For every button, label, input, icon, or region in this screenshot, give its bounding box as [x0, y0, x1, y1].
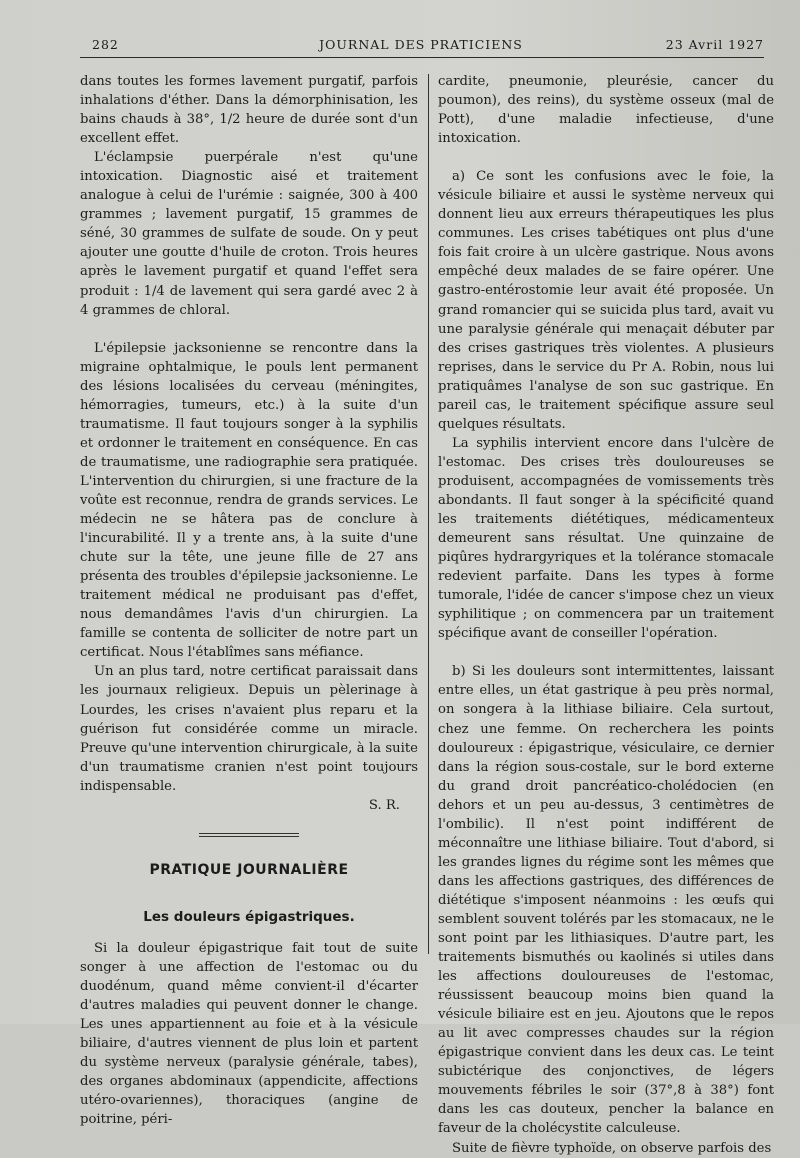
article-title: Les douleurs épigastriques. [143, 908, 355, 925]
running-header [78, 37, 764, 57]
signature: S. R. [368, 797, 400, 813]
header-rule [80, 57, 764, 58]
paragraph: L'éclampsie puerpérale n'est qu'une intoxication. Diagnostic aisé et traitement analogue à celui de l'urémie : saignée, 300 à 400 grammes ; lavement purgatif, 15 grammes de séné, 30 grammes de sulfate de soude. On y peut ajouter une goutte d'huile de croton. Trois heures après le lavement purgatif et quand l'effet sera produit : 1/4 de lavement qui sera gardé avec 2 à 4 grammes de chloral. [80, 150, 418, 318]
left-column [80, 72, 418, 1129]
paragraph: Si la douleur épigastrique fait tout de suite songer à une affection de l'estomac ou du duodénum, quand même convient-il d'écarter d'autres maladies qui peuvent donner le change. Les unes appartiennent au foie et à la vésicule biliaire, d'autres viennent de plus loin et partent du système nerveux (paralysie générale, tabes), des organes abdominaux (appendicite, affections utéro-ovariennes), thoraciques (angine de poitrine, péri- [80, 940, 418, 1128]
paragraph: Suite de fièvre typhoïde, on observe parfois des [452, 1140, 772, 1156]
section-separator [199, 833, 299, 837]
paragraph: cardite, pneumonie, pleurésie, cancer du poumon), des reins), du système osseux (mal de Pott), d'une maladie infectieuse, d'une intoxication. [438, 74, 774, 147]
section-title: PRATIQUE JOURNALIÈRE [149, 861, 349, 878]
page-number: 282 [92, 37, 119, 52]
right-column [438, 72, 774, 1158]
column-divider [428, 74, 429, 954]
paragraph: La syphilis intervient encore dans l'ulcère de l'estomac. Des crises très douloureuses se produisent, accompagnées de vomissements très abondants. Il faut songer à la spécificité quand les traitements diététiques, médicamenteux demeurent sans résultat. Une quinzaine de piqûres hydrargyriques et la tolérance stomacale redevient parfaite. Dans les types à forme tumorale, l'idée de cancer s'impose chez un vieux syphilitique ; on commencera par un traitement spécifique avant de conseiller l'opération. [438, 435, 774, 642]
paragraph: Un an plus tard, notre certificat paraissait dans les journaux religieux. Depuis un pèlerinage à Lourdes, les crises n'avaient plus reparu et la guérison fut considérée comme un miracle. Preuve qu'une intervention chirurgicale, à la suite d'un traumatisme cranien n'est point toujours indispensable. [80, 664, 418, 794]
paragraph: a) Ce sont les confusions avec le foie, la vésicule biliaire et aussi le système nerveux qui donnent lieu aux erreurs thérapeutiques les plus communes. Les crises tabétiques ont plus d'une fois fait croire à un ulcère gastrique. Nous avons empêché deux malades de se faire opérer. Une gastro-entérostomie leur avait été proposée. Un grand romancier qui se suicida plus tard, avait vu une paralysie générale qui menaçait débuter par des crises gastriques très violentes. A plusieurs reprises, dans le service du Pr A. Robin, nous lui pratiquâmes l'analyse de son suc gastrique. En pareil cas, le traitement spécifique assure seul quelques résultats. [438, 169, 774, 432]
issue-date: 23 Avril 1927 [665, 37, 764, 52]
paragraph: b) Si les douleurs sont intermittentes, laissant entre elles, un état gastrique à peu près normal, on songera à la lithiase biliaire. Cela surtout, chez une femme. On recherchera les points douloureux : épigastrique, vésiculaire, ce dernier dans la région sous-costale, sur le bord externe du grand droit pancréatico-cholédocien (en dehors et un peu au-dessus, 3 centimètres de l'ombilic). Il n'est point indifférent de méconnaître une lithiase biliaire. Tout d'abord, si les grandes lignes du régime sont les mêmes que dans les affections gastriques, des différences de diététique s'imposent néanmoins : les œufs qui semblent souvent tolérés par les stomacaux, ne le sont point par les lithiasiques. D'autre part, les traitements bismuthés ou kaolinés si utiles dans les affections douloureuses de l'estomac, réussissent beaucoup moins bien quand la vésicule biliaire est en jeu. Ajoutons que le repos au lit avec compresses chaudes sur la région épigastrique convient dans les deux cas. Le teint subictérique des conjonctives, de légers mouvements fébriles le soir (37°,8 à 38°) font dans les cas douteux, pencher la balance en faveur de la cholécystite calculeuse. [438, 664, 774, 1137]
paragraph: L'épilepsie jacksonienne se rencontre dans la migraine ophtalmique, le pouls lent permanent des lésions localisées du cerveau (méningites, hémorragies, tumeurs, etc.) à la suite d'un traumatisme. Il faut toujours songer à la syphilis et ordonner le traitement en conséquence. En cas de traumatisme, une radiographie sera pratiquée. L'intervention du chirurgien, si une fracture de la voûte est reconnue, rendra de grands services. Le médecin ne se hâtera pas de conclure à l'incurabilité. Il y a trente ans, à la suite d'une chute sur la tête, une jeune fille de 27 ans présenta des troubles d'épilepsie jacksonienne. Le traitement médical ne produisant pas d'effet, nous demandâmes l'avis d'un chirurgien. La famille se contenta de solliciter de notre part un certificat. Nous l'établîmes sans méfiance. [80, 340, 418, 661]
journal-title: JOURNAL DES PRATICIENS [319, 37, 523, 52]
paragraph: dans toutes les formes lavement purgatif, parfois inhalations d'éther. Dans la démorphinisation, les bains chauds à 38°, 1/2 heure de durée sont d'un excellent effet. [80, 74, 418, 147]
